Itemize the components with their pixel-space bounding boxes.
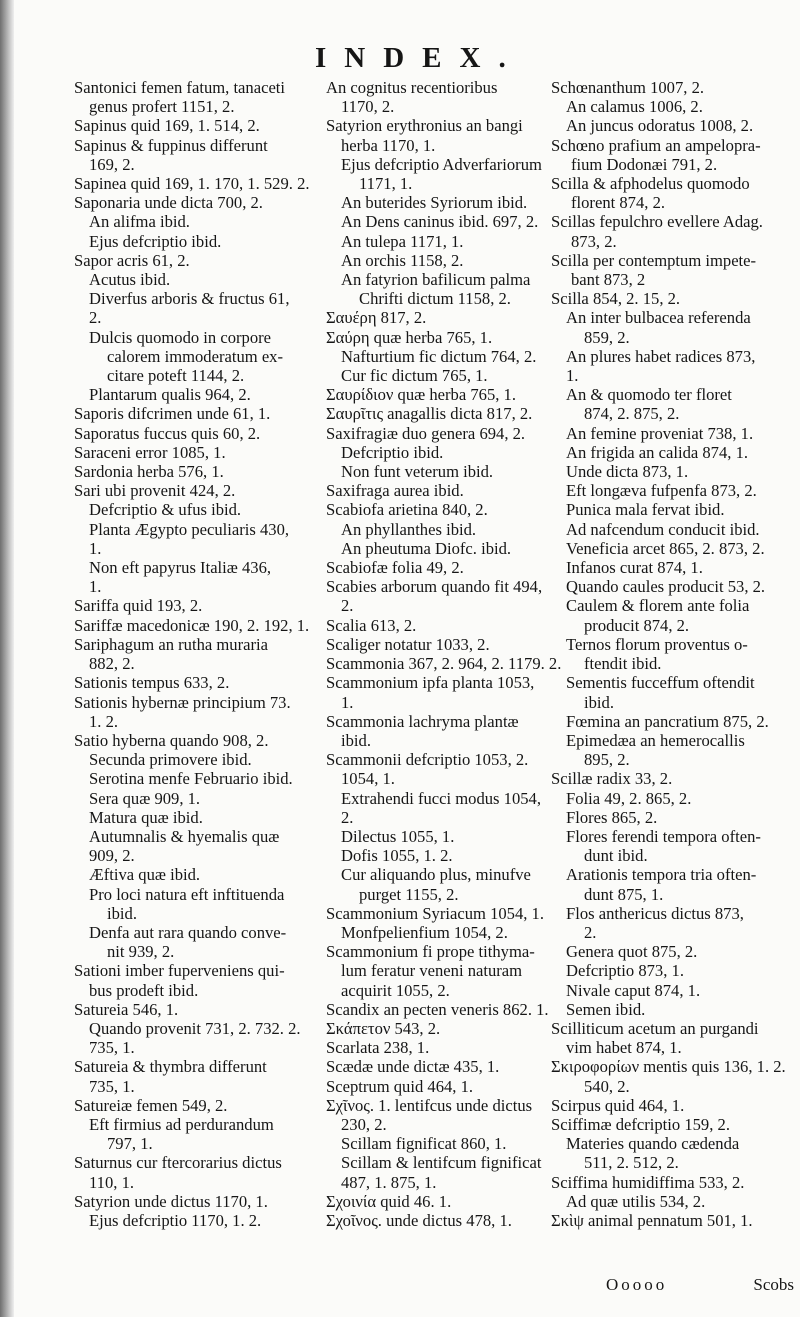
index-entry: calorem immoderatum ex- bbox=[107, 346, 284, 366]
index-entry: Scabiofæ folia 49, 2. bbox=[326, 558, 464, 578]
index-entry: Σχοινία quid 46. 1. bbox=[326, 1191, 452, 1211]
index-entry: Scammonii defcriptio 1053, 2. bbox=[326, 750, 529, 770]
index-column-right bbox=[551, 78, 796, 1230]
index-entry: Materies quando cædenda bbox=[566, 1134, 740, 1154]
index-entry: 874, 2. 875, 2. bbox=[584, 404, 680, 424]
index-entry: Satyrion erythronius an bangi bbox=[326, 116, 523, 136]
index-entry: ibid. bbox=[584, 692, 614, 712]
index-entry: Extrahendi fucci modus 1054, bbox=[341, 788, 542, 808]
index-entry: Unde dicta 873, 1. bbox=[566, 462, 689, 482]
index-entry: Quando caules producit 53, 2. bbox=[566, 577, 766, 597]
index-entry: Non funt veterum ibid. bbox=[341, 462, 494, 482]
index-entry: Ejus defcriptio 1170, 1. 2. bbox=[89, 1210, 262, 1230]
index-entry: 230, 2. bbox=[341, 1114, 387, 1134]
index-entry: Sardonia herba 576, 1. bbox=[74, 462, 224, 482]
index-entry: 2. bbox=[341, 596, 354, 616]
index-entry: Scilliticum acetum an purgandi bbox=[551, 1018, 759, 1038]
index-entry: Nivale caput 874, 1. bbox=[566, 980, 701, 1000]
index-entry: Epimedæa an hemerocallis bbox=[566, 730, 745, 750]
index-entry: Schœnanthum 1007, 2. bbox=[551, 78, 705, 97]
index-entry: Sationi imber fuperveniens qui- bbox=[74, 961, 285, 981]
index-entry: 169, 2. bbox=[89, 154, 135, 174]
index-entry: Saporatus fuccus quis 60, 2. bbox=[74, 423, 261, 443]
index-entry: Σχοῖνος. unde dictus 478, 1. bbox=[326, 1210, 512, 1230]
index-entry: nit 939, 2. bbox=[107, 942, 175, 962]
index-entry: lum feratur veneni naturam bbox=[341, 961, 523, 981]
index-entry: Nafturtium fic dictum 764, 2. bbox=[341, 346, 537, 366]
index-entry: Sari ubi provenit 424, 2. bbox=[74, 481, 236, 501]
index-entry: Sariffa quid 193, 2. bbox=[74, 596, 203, 616]
index-entry: bant 873, 2 bbox=[571, 270, 646, 290]
index-entry: An pheutuma Diofc. ibid. bbox=[341, 538, 512, 558]
index-entry: Sera quæ 909, 1. bbox=[89, 788, 201, 808]
index-entry: Æftiva quæ ibid. bbox=[89, 865, 201, 885]
index-entry: Flores ferendi tempora often- bbox=[566, 826, 761, 846]
index-entry: Arationis tempora tria often- bbox=[566, 865, 757, 885]
index-entry: An Dens caninus ibid. 697, 2. bbox=[341, 212, 539, 232]
index-entry: Scammonium Syriacum 1054, 1. bbox=[326, 903, 545, 923]
index-entry: 511, 2. 512, 2. bbox=[584, 1153, 679, 1173]
index-entry: 735, 1. bbox=[89, 1038, 135, 1058]
index-entry: An juncus odoratus 1008, 2. bbox=[566, 116, 754, 136]
index-entry: Sceptrum quid 464, 1. bbox=[326, 1076, 474, 1096]
index-entry: Genera quot 875, 2. bbox=[566, 942, 698, 962]
index-entry: An calamus 1006, 2. bbox=[566, 97, 703, 117]
index-entry: Scarlata 238, 1. bbox=[326, 1038, 430, 1058]
index-entry: vim habet 874, 1. bbox=[566, 1038, 682, 1058]
index-entry: Plantarum qualis 964, 2. bbox=[89, 385, 251, 405]
index-entry: Scillam & lentifcum fignificat bbox=[341, 1153, 542, 1173]
index-entry: Sciffima humidiffima 533, 2. bbox=[551, 1172, 745, 1192]
index-entry: Veneficia arcet 865, 2. 873, 2. bbox=[566, 538, 765, 558]
index-entry: Σχῖνος. 1. lentifcus unde dictus bbox=[326, 1095, 533, 1115]
index-entry: Sapinea quid 169, 1. 170, 1. 529. 2. bbox=[74, 174, 310, 194]
index-entry: Scilla per contemptum impete- bbox=[551, 250, 757, 270]
index-entry: 797, 1. bbox=[107, 1134, 153, 1154]
index-entry: An tulepa 1171, 1. bbox=[341, 231, 464, 251]
index-entry: citare poteft 1144, 2. bbox=[107, 366, 245, 386]
index-entry: Punica mala fervat ibid. bbox=[566, 500, 725, 520]
index-entry: Scabiofa arietina 840, 2. bbox=[326, 500, 488, 520]
index-entry: 540, 2. bbox=[584, 1076, 630, 1096]
index-entry: dunt 875, 1. bbox=[584, 884, 664, 904]
index-entry: Saxifragiæ duo genera 694, 2. bbox=[326, 423, 526, 443]
index-entry: Sciffimæ defcriptio 159, 2. bbox=[551, 1114, 730, 1134]
index-entry: Acutus ibid. bbox=[89, 270, 171, 290]
index-entry: Saraceni error 1085, 1. bbox=[74, 442, 226, 462]
index-entry: 873, 2. bbox=[571, 231, 617, 251]
index-entry: acquirit 1055, 2. bbox=[341, 980, 450, 1000]
index-entry: Σκιροφορίων mentis quis 136, 1. 2. bbox=[551, 1057, 786, 1077]
index-entry: Semen ibid. bbox=[566, 999, 646, 1019]
index-entry: Scaliger notatur 1033, 2. bbox=[326, 634, 490, 654]
index-entry: Dulcis quomodo in corpore bbox=[89, 327, 272, 347]
index-entry: Scirpus quid 464, 1. bbox=[551, 1095, 685, 1115]
index-entry: Scammonia lachryma plantæ bbox=[326, 711, 519, 731]
index-entry: Sapor acris 61, 2. bbox=[74, 250, 190, 270]
index-entry: Sationis tempus 633, 2. bbox=[74, 673, 230, 693]
index-entry: Denfa aut rara quando conve- bbox=[89, 922, 287, 942]
index-entry: 1. bbox=[566, 366, 579, 386]
index-entry: producit 874, 2. bbox=[584, 615, 690, 635]
index-entry: An cognitus recentioribus bbox=[326, 78, 498, 97]
index-entry: Scabies arborum quando fit 494, bbox=[326, 577, 543, 597]
index-entry: Ternos florum proventus o- bbox=[566, 634, 748, 654]
index-entry: An fatyrion bafilicum palma bbox=[341, 270, 531, 290]
index-entry: florent 874, 2. bbox=[571, 193, 666, 213]
index-entry: An orchis 1158, 2. bbox=[341, 250, 464, 270]
index-entry: Scalia 613, 2. bbox=[326, 615, 417, 635]
index-entry: Satureia & thymbra differunt bbox=[74, 1057, 267, 1077]
index-entry: 2. bbox=[89, 308, 102, 328]
index-entry: Ejus defcriptio Adverfariorum bbox=[341, 154, 542, 174]
index-entry: Chrifti dictum 1158, 2. bbox=[359, 289, 511, 309]
index-entry: Saponaria unde dicta 700, 2. bbox=[74, 193, 263, 213]
index-entry: herba 1170, 1. bbox=[341, 135, 436, 155]
index-entry: Secunda primovere ibid. bbox=[89, 750, 252, 770]
index-entry: Ad nafcendum conducit ibid. bbox=[566, 519, 760, 539]
index-entry: An femine proveniat 738, 1. bbox=[566, 423, 754, 443]
index-entry: Scilla 854, 2. 15, 2. bbox=[551, 289, 681, 309]
index-entry: Non eft papyrus Italiæ 436, bbox=[89, 558, 272, 578]
index-entry: Schœno prafium an ampelopra- bbox=[551, 135, 761, 155]
index-entry: Σκὶψ animal pennatum 501, 1. bbox=[551, 1210, 753, 1230]
index-entry: genus profert 1151, 2. bbox=[89, 97, 235, 117]
index-entry: Σαυρῖτις anagallis dicta 817, 2. bbox=[326, 404, 533, 424]
index-entry: 1054, 1. bbox=[341, 769, 395, 789]
index-column-middle bbox=[326, 78, 562, 1230]
index-entry: dunt ibid. bbox=[584, 846, 648, 866]
index-entry: Defcriptio 873, 1. bbox=[566, 961, 684, 981]
index-entry: Folia 49, 2. 865, 2. bbox=[566, 788, 692, 808]
index-entry: Fœmina an pancratium 875, 2. bbox=[566, 711, 769, 731]
catchword: Scobs bbox=[753, 1275, 794, 1294]
index-entry: 1170, 2. bbox=[341, 97, 395, 117]
index-entry: fium Dodonæi 791, 2. bbox=[571, 154, 718, 174]
index-entry: Flores 865, 2. bbox=[566, 807, 658, 827]
index-entry: Flos anthericus dictus 873, bbox=[566, 903, 744, 923]
index-entry: 1. bbox=[89, 538, 102, 558]
index-entry: Scammonia 367, 2. 964, 2. 1179. 2. bbox=[326, 654, 562, 674]
index-entry: ftendit ibid. bbox=[584, 654, 662, 674]
index-entry: Σαύρη quæ herba 765, 1. bbox=[326, 327, 493, 347]
index-entry: 735, 1. bbox=[89, 1076, 135, 1096]
index-entry: Santonici femen fatum, tanaceti bbox=[74, 78, 286, 97]
index-column-left bbox=[74, 78, 310, 1230]
index-entry: 895, 2. bbox=[584, 750, 630, 770]
index-entry: 882, 2. bbox=[89, 654, 135, 674]
index-entry: 2. bbox=[341, 807, 354, 827]
index-entry: 110, 1. bbox=[89, 1172, 135, 1192]
index-entry: 1. bbox=[89, 577, 102, 597]
index-entry: 859, 2. bbox=[584, 327, 630, 347]
index-entry: ibid. bbox=[341, 730, 371, 750]
index-entry: Cur aliquando plus, minufve bbox=[341, 865, 531, 885]
index-entry: Defcriptio & ufus ibid. bbox=[89, 500, 242, 520]
index-entry: Sementis fucceffum oftendit bbox=[566, 673, 755, 693]
index-entry: Σκάπετον 543, 2. bbox=[326, 1018, 441, 1038]
index-entry: Sationis hybernæ principium 73. bbox=[74, 692, 291, 712]
index-entry: An plures habet radices 873, bbox=[566, 346, 756, 366]
index-entry: Sariphagum an rutha muraria bbox=[74, 634, 268, 654]
index-entry: Scammonium ipfa planta 1053, bbox=[326, 673, 535, 693]
index-entry: Ejus defcriptio ibid. bbox=[89, 231, 222, 251]
index-entry: 1. bbox=[341, 692, 354, 712]
index-entry: Saxifraga aurea ibid. bbox=[326, 481, 464, 501]
index-entry: Quando provenit 731, 2. 732. 2. bbox=[89, 1018, 301, 1038]
index-entry: Saporis difcrimen unde 61, 1. bbox=[74, 404, 271, 424]
index-entry: 1. 2. bbox=[89, 711, 119, 731]
index-entry: Satio hyberna quando 908, 2. bbox=[74, 730, 269, 750]
index-entry: Saturnus cur ftercorarius dictus bbox=[74, 1153, 282, 1173]
index-entry: 1171, 1. bbox=[359, 174, 413, 194]
index-entry: ibid. bbox=[107, 903, 137, 923]
index-entry: Satureia 546, 1. bbox=[74, 999, 179, 1019]
index-entry: Serotina menfe Februario ibid. bbox=[89, 769, 293, 789]
index-entry: An frigida an calida 874, 1. bbox=[566, 442, 749, 462]
index-entry: Scillas fepulchro evellere Adag. bbox=[551, 212, 763, 232]
index-entry: Sariffæ macedonicæ 190, 2. 192, 1. bbox=[74, 615, 310, 635]
index-entry: Sapinus quid 169, 1. 514, 2. bbox=[74, 116, 260, 136]
index-entry: Scilla & afphodelus quomodo bbox=[551, 174, 750, 194]
index-entry: An & quomodo ter floret bbox=[566, 385, 732, 405]
index-entry: Satyrion unde dictus 1170, 1. bbox=[74, 1191, 268, 1211]
index-entry: Scillæ radix 33, 2. bbox=[551, 769, 673, 789]
index-entry: An inter bulbacea referenda bbox=[566, 308, 751, 328]
binding-gutter bbox=[0, 0, 14, 1317]
index-entry: Σαυρίδιον quæ herba 765, 1. bbox=[326, 385, 516, 405]
index-entry: Scædæ unde dictæ 435, 1. bbox=[326, 1057, 500, 1077]
index-entry: Satureiæ femen 549, 2. bbox=[74, 1095, 228, 1115]
index-entry: Sapinus & fuppinus differunt bbox=[74, 135, 268, 155]
signature-mark: Ooooo bbox=[606, 1275, 668, 1294]
index-entry: 487, 1. 875, 1. bbox=[341, 1172, 437, 1192]
index-entry: Dofis 1055, 1. 2. bbox=[341, 846, 453, 866]
index-entry: Eft longæva fufpenfa 873, 2. bbox=[566, 481, 757, 501]
index-entry: Dilectus 1055, 1. bbox=[341, 826, 455, 846]
index-entry: Scandix an pecten veneris 862. 1. bbox=[326, 999, 549, 1019]
index-entry: bus prodeft ibid. bbox=[89, 980, 199, 1000]
index-entry: 2. bbox=[584, 922, 597, 942]
index-entry: Σαυέρη 817, 2. bbox=[326, 308, 427, 328]
page-title: INDEX. bbox=[315, 42, 524, 74]
index-entry: An alifma ibid. bbox=[89, 212, 190, 232]
index-entry: Ad quæ utilis 534, 2. bbox=[566, 1191, 706, 1211]
index-entry: Planta Ægypto peculiaris 430, bbox=[89, 519, 290, 539]
index-entry: Monfpelienfium 1054, 2. bbox=[341, 922, 508, 942]
index-entry: Caulem & florem ante folia bbox=[566, 596, 750, 616]
index-entry: 909, 2. bbox=[89, 846, 135, 866]
index-entry: Pro loci natura eft inftituenda bbox=[89, 884, 285, 904]
index-entry: Matura quæ ibid. bbox=[89, 807, 203, 827]
index-entry: Infanos curat 874, 1. bbox=[566, 558, 703, 578]
index-entry: An phyllanthes ibid. bbox=[341, 519, 477, 539]
index-entry: An buterides Syriorum ibid. bbox=[341, 193, 528, 213]
index-entry: Defcriptio ibid. bbox=[341, 442, 444, 462]
index-entry: Scammonium fi prope tithyma- bbox=[326, 942, 535, 962]
index-entry: purget 1155, 2. bbox=[359, 884, 459, 904]
index-entry: Diverfus arboris & fructus 61, bbox=[89, 289, 290, 309]
index-entry: Autumnalis & hyemalis quæ bbox=[89, 826, 280, 846]
index-entry: Scillam fignificat 860, 1. bbox=[341, 1134, 507, 1154]
index-entry: Eft firmius ad perdurandum bbox=[89, 1114, 274, 1134]
index-entry: Cur fic dictum 765, 1. bbox=[341, 366, 488, 386]
